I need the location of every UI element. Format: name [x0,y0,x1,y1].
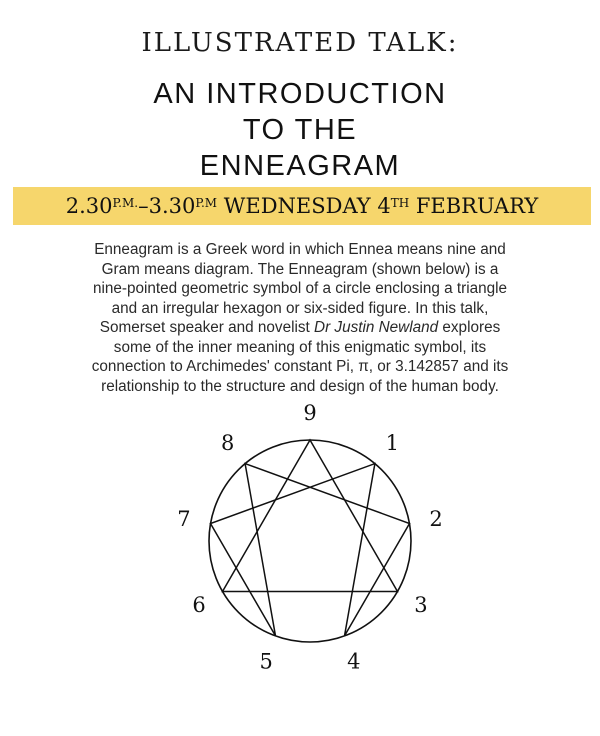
description-line: nine-pointed geometric symbol of a circle enclosing a triangle [92,280,508,297]
event-title [0,76,600,184]
enneagram-circle [209,440,411,642]
point-label-7: 7 [177,506,191,531]
date-ordinal: TH [390,196,410,210]
time-separator: – [138,194,149,218]
event-day-date: WEDNESDAY 4 [223,194,391,218]
enneagram-hexad [211,464,410,636]
start-suffix: P.M. [112,196,139,210]
description-line: Gram means diagram. The Enneagram (shown below) is a [101,260,499,278]
start-time: 2.30 [65,194,113,218]
point-label-9: 9 [303,401,317,425]
description-text: explores [438,319,501,336]
point-label-5: 5 [259,649,273,674]
point-label-1: 1 [385,430,399,455]
point-label-4: 4 [347,649,361,674]
description-line: connection to Archimedes' constant Pi, π, or 3.142857 and its [91,358,509,375]
point-label-3: 3 [414,593,428,617]
description-line: and an irregular hexagon or six-sided figure. In this talk, [111,299,489,317]
enneagram-triangle [223,440,398,592]
end-time: 3.30 [148,194,196,218]
description-line: some of the inner meaning of this enigmatic symbol, its [113,338,487,356]
title-line: ENNEAGRAM [199,150,401,182]
point-label-2: 2 [429,506,443,531]
description-line: relationship to the structure and design of the human body. [101,377,499,395]
date-time-banner [13,187,591,225]
title-line: AN INTRODUCTION [153,78,447,110]
title-line: TO THE [242,114,358,146]
description-line: Enneagram is a Greek word in which Ennea means nine and [94,241,506,258]
point-label-8: 8 [221,430,235,455]
speaker-name: Dr Justin Newland [314,319,439,336]
enneagram-diagram [0,401,600,720]
talk-description [30,240,570,396]
event-kicker: ILLUSTRATED TALK: [141,28,459,58]
point-label-6: 6 [192,593,206,617]
end-suffix: P.M [195,196,218,210]
description-text: Somerset speaker and novelist [99,319,315,336]
event-month: FEBRUARY [415,194,539,218]
description-line [30,318,570,338]
